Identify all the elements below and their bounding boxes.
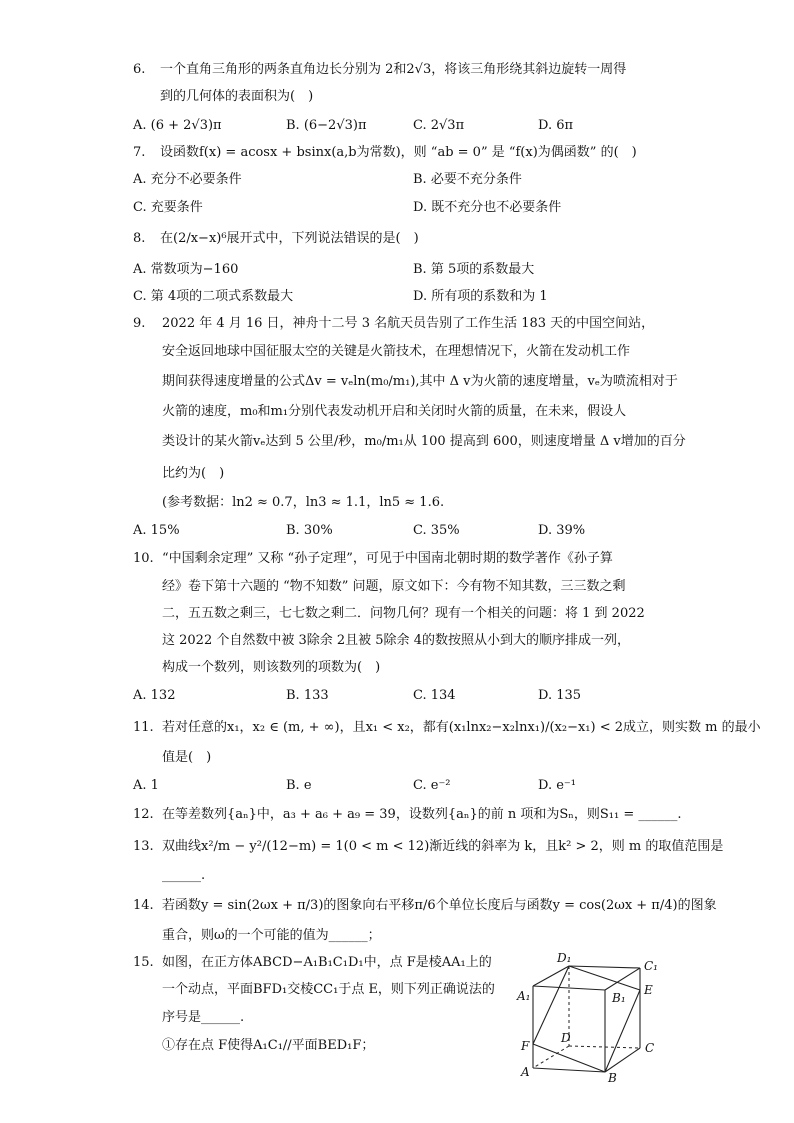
question-number: 12.	[133, 807, 154, 822]
option-c: C. 充要条件	[133, 200, 203, 215]
label-f: F	[521, 1039, 530, 1053]
question-number: 13.	[133, 839, 154, 854]
question-text: 比约为( )	[162, 466, 225, 481]
question-text: 如图，在正方体ABCD−A₁B₁C₁D₁中，点 F是棱AA₁上的	[162, 955, 492, 970]
option-a: A. 1	[133, 778, 159, 793]
option-b: B. e	[286, 778, 312, 793]
label-b: B	[608, 1071, 617, 1085]
question-text: 双曲线x²/m − y²/(12−m) = 1(0 < m < 12)渐近线的斜率为 k，且k² > 2，则 m 的取值范围是	[162, 839, 724, 854]
question-text: 设函数f(x) = acosx + bsinx(a,b为常数)，则 “ab = 0” 是 “f(x)为偶函数” 的( )	[160, 145, 637, 160]
question-text: 2022 年 4 月 16 日，神舟十二号 3 名航天员告别了工作生活 183 天的中国空间站，	[162, 316, 655, 331]
question-number: 14.	[133, 898, 154, 913]
reference-data: (参考数据：ln2 ≈ 0.7，ln3 ≈ 1.1，ln5 ≈ 1.6.	[162, 495, 445, 510]
question-number: 15.	[133, 955, 154, 970]
answer-blank: ______.	[162, 868, 206, 883]
question-text: 序号是______.	[162, 1010, 245, 1025]
question-text: 这 2022 个自然数中被 3除余 2且被 5除余 4的数按照从小到大的顺序排成一列，	[162, 633, 630, 648]
label-c1: C₁	[644, 959, 658, 973]
label-c: C	[645, 1041, 655, 1055]
question-text: 到的几何体的表面积为( )	[160, 89, 314, 104]
option-c: C. 134	[413, 688, 456, 703]
option-a: A. 132	[133, 688, 176, 703]
question-text: 经》卷下第十六题的 “物不知数” 问题，原文如下：今有物不知其数，三三数之剩	[162, 579, 626, 594]
question-text: 若函数y = sin(2ωx + π/3)的图象向右平移π/6个单位长度后与函数y = cos(2ωx + π/4)的图象	[162, 898, 717, 913]
label-a: A	[521, 1065, 530, 1079]
question-number: 7.	[133, 145, 146, 160]
question-text: 重合，则ω的一个可能的值为______；	[162, 928, 381, 943]
question-text: 构成一个数列，则该数列的项数为( )	[162, 660, 381, 675]
question-text: 在(2/x−x)⁶展开式中，下列说法错误的是( )	[160, 231, 419, 246]
option-d: D. 6π	[538, 118, 574, 133]
question-text: 火箭的速度，m₀和m₁分别代表发动机开启和关闭时火箭的质量，在未来，假设人	[162, 404, 627, 419]
label-a1: A₁	[517, 989, 531, 1003]
question-text: “中国剩余定理” 又称 “孙子定理”，可见于中国南北朝时期的数学著作《孙子算	[162, 551, 613, 566]
question-text: 一个动点，平面BFD₁交棱CC₁于点 E，则下列正确说法的	[162, 982, 495, 997]
option-a: A. (6 + 2√3)π	[133, 118, 222, 133]
option-a: A. 充分不必要条件	[133, 172, 242, 187]
question-number: 11.	[133, 720, 154, 735]
question-text: ①存在点 F使得A₁C₁//平面BED₁F；	[162, 1038, 375, 1053]
option-a: A. 常数项为−160	[133, 262, 239, 277]
option-b: B. 必要不充分条件	[413, 172, 522, 187]
option-d: D. 39%	[538, 523, 586, 538]
option-b: B. 第 5项的系数最大	[413, 262, 535, 277]
option-d: D. 135	[538, 688, 582, 703]
option-c: C. 2√3π	[413, 118, 465, 133]
option-c: C. e⁻²	[413, 778, 451, 793]
option-b: B. 133	[286, 688, 329, 703]
label-d1: D₁	[557, 951, 572, 965]
label-d: D	[561, 1031, 571, 1045]
option-a: A. 15%	[133, 523, 180, 538]
option-b: B. 30%	[286, 523, 333, 538]
question-text: 在等差数列{aₙ}中，a₃ + a₆ + a₉ = 39，设数列{aₙ}的前 n 项和为Sₙ，则S₁₁ = ______.	[162, 807, 682, 822]
option-d: D. 所有项的系数和为 1	[413, 289, 548, 304]
question-number: 6.	[133, 62, 146, 77]
question-text: 类设计的某火箭vₑ达到 5 公里/秒，m₀/m₁从 100 提高到 600，则速度增量 Δ v增加的百分	[162, 434, 686, 449]
question-number: 9.	[133, 316, 146, 331]
question-number: 8.	[133, 231, 146, 246]
option-d: D. 既不充分也不必要条件	[413, 200, 562, 215]
label-b1: B₁	[612, 991, 626, 1005]
option-c: C. 第 4项的二项式系数最大	[133, 289, 294, 304]
option-d: D. e⁻¹	[538, 778, 576, 793]
option-b: B. (6−2√3)π	[286, 118, 367, 133]
label-e: E	[644, 983, 653, 997]
question-text: 一个直角三角形的两条直角边长分别为 2和2√3，将该三角形绕其斜边旋转一周得	[160, 62, 627, 77]
question-text: 期间获得速度增量的公式Δv = vₑln(m₀/m₁),其中 Δ v为火箭的速度增量，vₑ为喷流相对于	[162, 374, 678, 389]
option-c: C. 35%	[413, 523, 460, 538]
question-text: 若对任意的x₁，x₂ ∈ (m, + ∞)，且x₁ < x₂，都有(x₁lnx₂−x₂lnx₁)/(x₂−x₁) < 2成立，则实数 m 的最小	[162, 720, 761, 735]
question-text: 二，五五数之剩三，七七数之剩二．问物几何？现有一个相关的问题：将 1 到 2022	[162, 606, 645, 621]
question-text: 值是( )	[162, 750, 212, 765]
cube-figure	[515, 950, 665, 1085]
question-number: 10.	[133, 551, 154, 566]
question-text: 安全返回地球中国征服太空的关键是火箭技术，在理想情况下，火箭在发动机工作	[162, 344, 631, 359]
